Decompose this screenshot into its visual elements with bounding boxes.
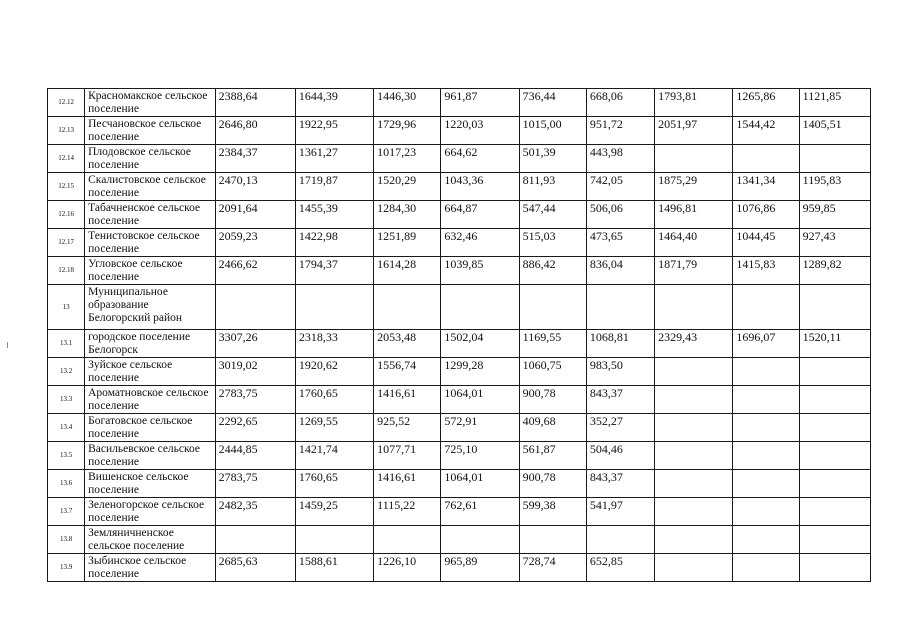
margin-mark — [7, 342, 8, 348]
settlement-name-cell: Тенистовское сельское поселение — [85, 229, 215, 257]
value-cell: 1077,71 — [374, 442, 441, 470]
value-cell: 2059,23 — [215, 229, 295, 257]
value-cell: 1226,10 — [374, 554, 441, 582]
value-cell: 2783,75 — [215, 470, 295, 498]
value-cell: 961,87 — [441, 89, 519, 117]
value-cell: 1195,83 — [799, 173, 870, 201]
value-cell: 668,06 — [586, 89, 654, 117]
value-cell: 1416,61 — [374, 470, 441, 498]
value-cell: 1520,11 — [799, 330, 870, 358]
row-number-cell: 13.7 — [48, 498, 85, 526]
value-cell — [733, 145, 799, 173]
value-cell: 515,03 — [519, 229, 586, 257]
table-body — [48, 89, 871, 582]
value-cell — [799, 145, 870, 173]
value-cell: 1544,42 — [733, 117, 799, 145]
value-cell — [799, 470, 870, 498]
value-cell: 2783,75 — [215, 386, 295, 414]
value-cell — [295, 285, 373, 330]
value-cell: 2482,35 — [215, 498, 295, 526]
row-number-cell: 13.1 — [48, 330, 85, 358]
value-cell — [799, 554, 870, 582]
value-cell — [733, 498, 799, 526]
settlement-name-cell: Красномакское сельское поселение — [85, 89, 215, 117]
value-cell: 900,78 — [519, 386, 586, 414]
value-cell: 762,61 — [441, 498, 519, 526]
value-cell — [655, 498, 733, 526]
value-cell — [733, 386, 799, 414]
value-cell — [733, 358, 799, 386]
settlement-name-cell: Песчановское сельское поселение — [85, 117, 215, 145]
value-cell: 725,10 — [441, 442, 519, 470]
value-cell: 1696,07 — [733, 330, 799, 358]
value-cell — [655, 470, 733, 498]
value-cell — [655, 285, 733, 330]
value-cell — [799, 414, 870, 442]
value-cell: 1299,28 — [441, 358, 519, 386]
table-row — [48, 554, 871, 582]
value-cell: 1076,86 — [733, 201, 799, 229]
row-number-cell: 12.13 — [48, 117, 85, 145]
value-cell: 1361,27 — [295, 145, 373, 173]
value-cell: 506,06 — [586, 201, 654, 229]
value-cell: 1284,30 — [374, 201, 441, 229]
value-cell — [799, 498, 870, 526]
row-number-cell: 12.17 — [48, 229, 85, 257]
row-number-cell: 12.15 — [48, 173, 85, 201]
row-number-cell: 12.14 — [48, 145, 85, 173]
value-cell: 843,37 — [586, 386, 654, 414]
value-cell — [733, 526, 799, 554]
value-cell: 2646,80 — [215, 117, 295, 145]
table-row — [48, 145, 871, 173]
row-number-cell: 12.18 — [48, 257, 85, 285]
value-cell — [215, 285, 295, 330]
value-cell: 1875,29 — [655, 173, 733, 201]
settlement-name-cell: Богатовское сельское поселение — [85, 414, 215, 442]
value-cell: 1729,96 — [374, 117, 441, 145]
value-cell: 1044,45 — [733, 229, 799, 257]
table-row — [48, 498, 871, 526]
settlement-name-cell: Зуйское сельское поселение — [85, 358, 215, 386]
value-cell: 1060,75 — [519, 358, 586, 386]
value-cell: 1341,34 — [733, 173, 799, 201]
value-cell: 652,85 — [586, 554, 654, 582]
table-row — [48, 358, 871, 386]
value-cell — [295, 526, 373, 554]
value-cell: 632,46 — [441, 229, 519, 257]
settlement-name-cell: Васильевское сельское поселение — [85, 442, 215, 470]
value-cell — [733, 414, 799, 442]
value-cell: 1520,29 — [374, 173, 441, 201]
table-row — [48, 526, 871, 554]
table-row — [48, 201, 871, 229]
value-cell: 1416,61 — [374, 386, 441, 414]
value-cell: 2466,62 — [215, 257, 295, 285]
value-cell: 900,78 — [519, 470, 586, 498]
settlement-name-cell: городское поселение Белогорск — [85, 330, 215, 358]
value-cell — [655, 442, 733, 470]
value-cell: 1459,25 — [295, 498, 373, 526]
value-cell: 1793,81 — [655, 89, 733, 117]
value-cell: 1920,62 — [295, 358, 373, 386]
value-cell: 1496,81 — [655, 201, 733, 229]
row-number-cell: 12.16 — [48, 201, 85, 229]
value-cell — [586, 526, 654, 554]
value-cell: 1121,85 — [799, 89, 870, 117]
value-cell — [655, 386, 733, 414]
value-cell: 2470,13 — [215, 173, 295, 201]
value-cell — [655, 358, 733, 386]
value-cell — [374, 285, 441, 330]
settlement-name-cell: Зыбинское сельское поселение — [85, 554, 215, 582]
value-cell — [733, 285, 799, 330]
value-cell: 1064,01 — [441, 470, 519, 498]
value-cell: 886,42 — [519, 257, 586, 285]
value-cell: 1039,85 — [441, 257, 519, 285]
value-cell: 2685,63 — [215, 554, 295, 582]
value-cell: 3307,26 — [215, 330, 295, 358]
settlement-name-cell: Плодовское сельское поселение — [85, 145, 215, 173]
value-cell — [799, 526, 870, 554]
row-number-cell: 13.3 — [48, 386, 85, 414]
value-cell: 473,65 — [586, 229, 654, 257]
value-cell: 1289,82 — [799, 257, 870, 285]
value-cell — [655, 526, 733, 554]
value-cell — [799, 442, 870, 470]
value-cell: 1405,51 — [799, 117, 870, 145]
settlement-name-cell: Угловское сельское поселение — [85, 257, 215, 285]
table-row — [48, 229, 871, 257]
table-row — [48, 257, 871, 285]
row-number-cell: 12.12 — [48, 89, 85, 117]
row-number-cell: 13.5 — [48, 442, 85, 470]
value-cell: 965,89 — [441, 554, 519, 582]
value-cell — [655, 554, 733, 582]
value-cell: 836,04 — [586, 257, 654, 285]
value-cell: 2292,65 — [215, 414, 295, 442]
value-cell: 2053,48 — [374, 330, 441, 358]
value-cell: 925,52 — [374, 414, 441, 442]
value-cell: 1588,61 — [295, 554, 373, 582]
value-cell: 1115,22 — [374, 498, 441, 526]
settlement-name-cell: Муниципальное образование Белогорский район — [85, 285, 215, 330]
value-cell: 504,46 — [586, 442, 654, 470]
value-cell: 1719,87 — [295, 173, 373, 201]
value-cell: 541,97 — [586, 498, 654, 526]
value-cell: 1421,74 — [295, 442, 373, 470]
value-cell: 1502,04 — [441, 330, 519, 358]
value-cell: 1064,01 — [441, 386, 519, 414]
value-cell: 1251,89 — [374, 229, 441, 257]
settlement-name-cell: Зеленогорское сельское поселение — [85, 498, 215, 526]
table-row — [48, 414, 871, 442]
settlement-name-cell: Вишенское сельское поселение — [85, 470, 215, 498]
value-cell — [799, 358, 870, 386]
value-cell: 1455,39 — [295, 201, 373, 229]
value-cell: 1015,00 — [519, 117, 586, 145]
value-cell — [799, 386, 870, 414]
row-number-cell: 13.4 — [48, 414, 85, 442]
table-row — [48, 470, 871, 498]
value-cell: 2388,64 — [215, 89, 295, 117]
value-cell — [799, 285, 870, 330]
settlement-name-cell: Земляничненское сельское поселение — [85, 526, 215, 554]
table-row — [48, 330, 871, 358]
value-cell: 1068,81 — [586, 330, 654, 358]
value-cell: 959,85 — [799, 201, 870, 229]
value-cell: 1220,03 — [441, 117, 519, 145]
value-cell: 352,27 — [586, 414, 654, 442]
table-row — [48, 386, 871, 414]
value-cell: 1446,30 — [374, 89, 441, 117]
row-number-cell: 13.9 — [48, 554, 85, 582]
table-row — [48, 285, 871, 330]
value-cell: 1265,86 — [733, 89, 799, 117]
value-cell — [586, 285, 654, 330]
value-cell: 742,05 — [586, 173, 654, 201]
value-cell: 728,74 — [519, 554, 586, 582]
value-cell: 1043,36 — [441, 173, 519, 201]
value-cell — [374, 526, 441, 554]
value-cell — [441, 526, 519, 554]
value-cell: 1760,65 — [295, 386, 373, 414]
value-cell: 1644,39 — [295, 89, 373, 117]
tariff-table — [47, 88, 871, 582]
value-cell: 1415,83 — [733, 257, 799, 285]
value-cell: 1464,40 — [655, 229, 733, 257]
table-row — [48, 442, 871, 470]
value-cell: 2329,43 — [655, 330, 733, 358]
row-number-cell: 13.2 — [48, 358, 85, 386]
value-cell: 443,98 — [586, 145, 654, 173]
value-cell: 983,50 — [586, 358, 654, 386]
value-cell: 1922,95 — [295, 117, 373, 145]
value-cell: 3019,02 — [215, 358, 295, 386]
value-cell: 927,43 — [799, 229, 870, 257]
value-cell: 1422,98 — [295, 229, 373, 257]
value-cell: 409,68 — [519, 414, 586, 442]
row-number-cell: 13.8 — [48, 526, 85, 554]
value-cell: 1794,37 — [295, 257, 373, 285]
value-cell: 1017,23 — [374, 145, 441, 173]
value-cell: 572,91 — [441, 414, 519, 442]
settlement-name-cell: Скалистовское сельское поселение — [85, 173, 215, 201]
value-cell: 1871,79 — [655, 257, 733, 285]
value-cell: 547,44 — [519, 201, 586, 229]
value-cell: 599,38 — [519, 498, 586, 526]
value-cell: 2384,37 — [215, 145, 295, 173]
value-cell: 951,72 — [586, 117, 654, 145]
value-cell — [733, 554, 799, 582]
row-number-cell: 13 — [48, 285, 85, 330]
value-cell — [215, 526, 295, 554]
table-row — [48, 89, 871, 117]
value-cell — [519, 526, 586, 554]
value-cell: 664,62 — [441, 145, 519, 173]
settlement-name-cell: Ароматновское сельское поселение — [85, 386, 215, 414]
value-cell: 1760,65 — [295, 470, 373, 498]
value-cell — [655, 414, 733, 442]
table-row — [48, 117, 871, 145]
value-cell: 843,37 — [586, 470, 654, 498]
value-cell: 1614,28 — [374, 257, 441, 285]
value-cell: 1169,55 — [519, 330, 586, 358]
value-cell: 501,39 — [519, 145, 586, 173]
value-cell: 561,87 — [519, 442, 586, 470]
value-cell: 2051,97 — [655, 117, 733, 145]
value-cell: 811,93 — [519, 173, 586, 201]
value-cell: 2444,85 — [215, 442, 295, 470]
value-cell: 1556,74 — [374, 358, 441, 386]
value-cell — [733, 470, 799, 498]
value-cell — [733, 442, 799, 470]
value-cell: 1269,55 — [295, 414, 373, 442]
row-number-cell: 13.6 — [48, 470, 85, 498]
settlement-name-cell: Табачненское сельское поселение — [85, 201, 215, 229]
value-cell: 664,87 — [441, 201, 519, 229]
value-cell — [655, 145, 733, 173]
value-cell — [441, 285, 519, 330]
table-row — [48, 173, 871, 201]
value-cell: 2318,33 — [295, 330, 373, 358]
value-cell: 736,44 — [519, 89, 586, 117]
value-cell — [519, 285, 586, 330]
value-cell: 2091,64 — [215, 201, 295, 229]
